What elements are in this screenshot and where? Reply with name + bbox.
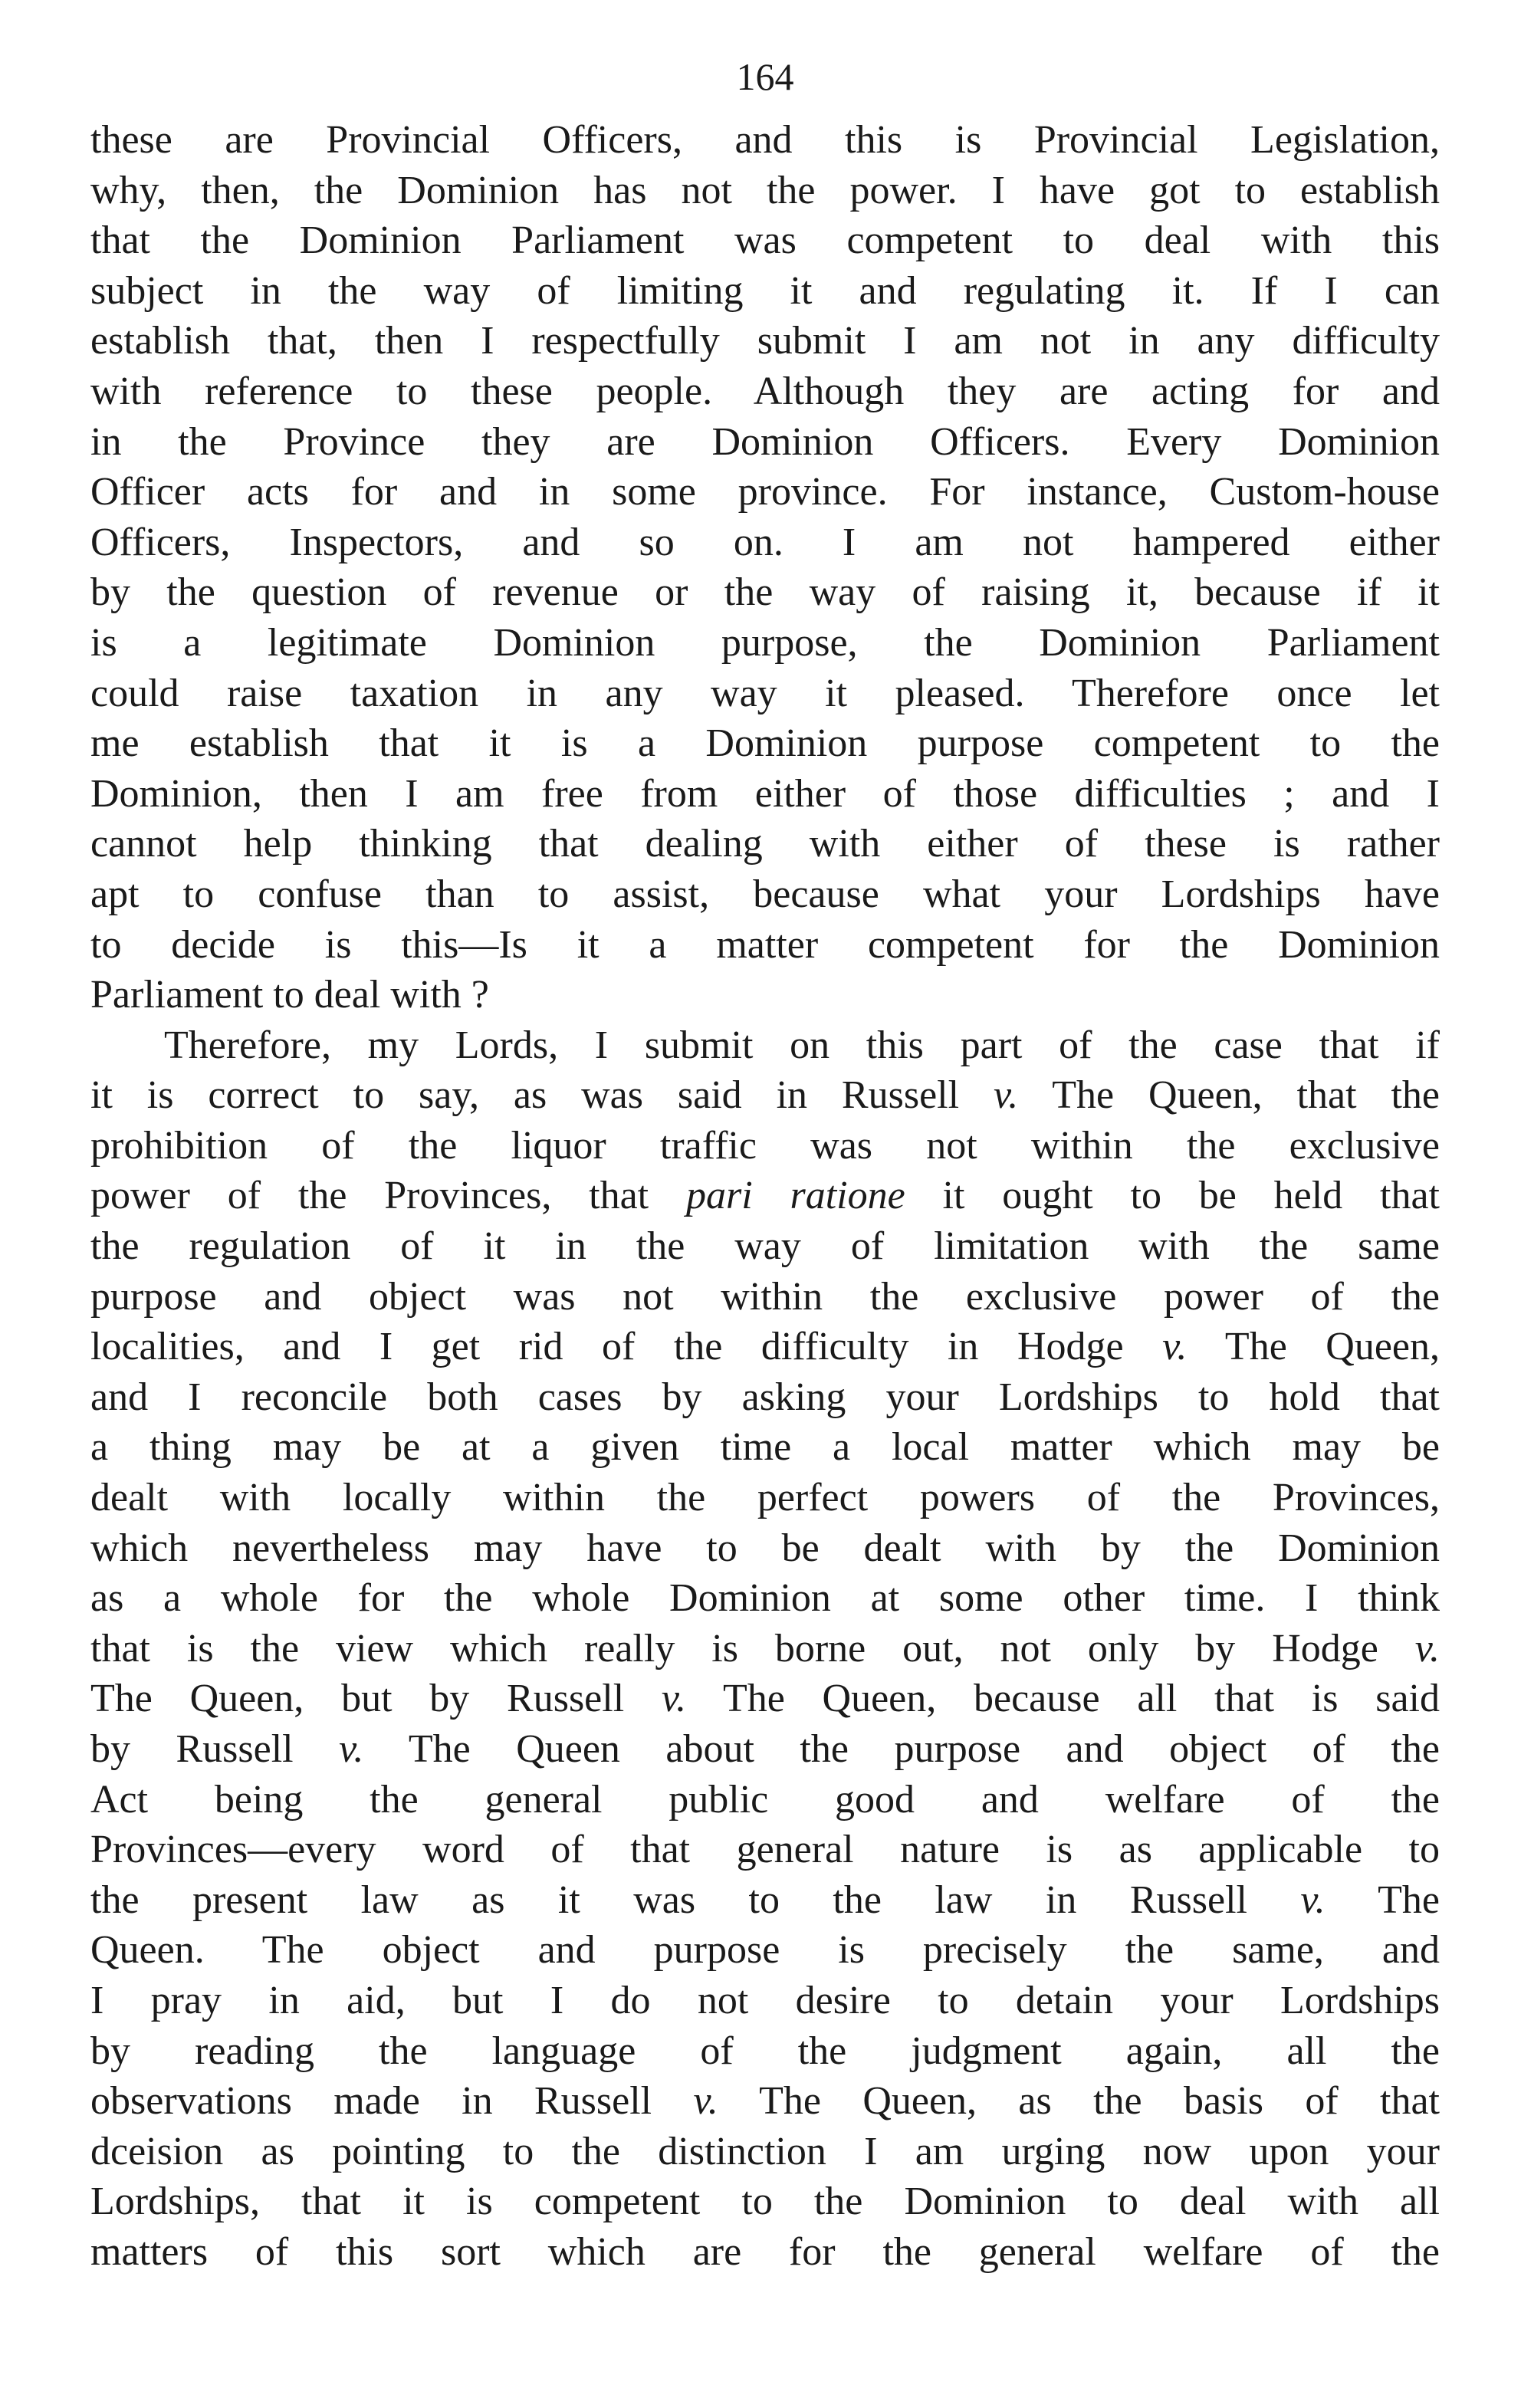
text-line: by Russell v. The Queen about the purpose and object of the — [90, 1727, 1440, 1771]
text-line: The Queen, but by Russell v. The Queen, because all that is said — [90, 1677, 1440, 1721]
text-line: prohibition of the liquor traffic was not within the exclusive — [90, 1123, 1440, 1168]
text-line: that is the view which really is borne out, not only by Hodge v. — [90, 1626, 1440, 1670]
text-line: Therefore, my Lords, I submit on this part of the case that if — [164, 1023, 1440, 1067]
text-line: in the Province they are Dominion Officers. Every Dominion — [90, 419, 1440, 464]
text-line: that the Dominion Parliament was competent to deal with this — [90, 218, 1440, 263]
text-line: Dominion, then I am free from either of those difficulties ; and I — [90, 771, 1440, 816]
text-line: Officer acts for and in some province. For instance, Custom-house — [90, 470, 1440, 514]
text-line: apt to confuse than to assist, because what your Lordships have — [90, 872, 1440, 916]
text-line: subject in the way of limiting it and regulating it. If I can — [90, 268, 1440, 313]
text-line: by the question of revenue or the way of raising it, because if it — [90, 570, 1440, 615]
text-line: to decide is this—Is it a matter competent for the Dominion — [90, 922, 1440, 967]
text-line: could raise taxation in any way it pleased. Therefore once let — [90, 671, 1440, 715]
text-line: cannot help thinking that dealing with either of these is rather — [90, 822, 1440, 866]
text-line: and I reconcile both cases by asking your Lordships to hold that — [90, 1375, 1440, 1419]
text-line: a thing may be at a given time a local matter which may be — [90, 1425, 1440, 1470]
text-line: Parliament to deal with ? — [90, 973, 489, 1017]
text-line: Lordships, that it is competent to the Dominion to deal with all — [90, 2180, 1440, 2224]
text-line: as a whole for the whole Dominion at some other time. I think — [90, 1576, 1440, 1621]
text-line: why, then, the Dominion has not the power. I have got to establish — [90, 168, 1440, 212]
text-line: Provinces—every word of that general nature is as applicable to — [90, 1828, 1440, 1872]
text-line: Queen. The object and purpose is precisely the same, and — [90, 1928, 1440, 1973]
text-line: Officers, Inspectors, and so on. I am not hampered either — [90, 520, 1440, 564]
text-line: dealt with locally within the perfect powers of the Provinces, — [90, 1476, 1440, 1520]
text-line: I pray in aid, but I do not desire to detain your Lordships — [90, 1978, 1440, 2022]
text-line: localities, and I get rid of the difficulty in Hodge v. The Queen, — [90, 1325, 1441, 1369]
text-line: these are Provincial Officers, and this is Provincial Legislation, — [90, 118, 1440, 162]
text-line: dceision as pointing to the distinction I am urging now upon your — [90, 2129, 1440, 2173]
text-line: establish that, then I respectfully submit I am not in any difficulty — [90, 319, 1440, 363]
document-page — [90, 54, 1440, 2278]
text-line: it is correct to say, as was said in Russell v. The Queen, that the — [90, 1073, 1441, 1118]
paragraph — [90, 115, 1440, 1020]
text-line: with reference to these people. Although they are acting for and — [90, 369, 1440, 413]
paragraph — [90, 1020, 1440, 2278]
page-number: 164 — [736, 55, 794, 98]
text-line: the regulation of it in the way of limitation with the same — [90, 1224, 1440, 1269]
text-line: matters of this sort which are for the general welfare of the — [90, 2229, 1440, 2274]
text-line: by reading the language of the judgment again, all the — [90, 2029, 1440, 2073]
text-line: me establish that it is a Dominion purpose competent to the — [90, 721, 1440, 766]
text-line: power of the Provinces, that pari ratione it ought to be held that — [90, 1174, 1440, 1218]
text-body — [90, 115, 1440, 2278]
text-line: purpose and object was not within the exclusive power of the — [90, 1274, 1440, 1319]
text-line: is a legitimate Dominion purpose, the Dominion Parliament — [90, 620, 1440, 665]
text-line: Act being the general public good and welfare of the — [90, 1777, 1440, 1822]
text-line: which nevertheless may have to be dealt with by the Dominion — [90, 1526, 1440, 1570]
text-line: the present law as it was to the law in Russell v. The — [90, 1877, 1441, 1922]
text-line: observations made in Russell v. The Queen, as the basis of that — [90, 2079, 1440, 2124]
